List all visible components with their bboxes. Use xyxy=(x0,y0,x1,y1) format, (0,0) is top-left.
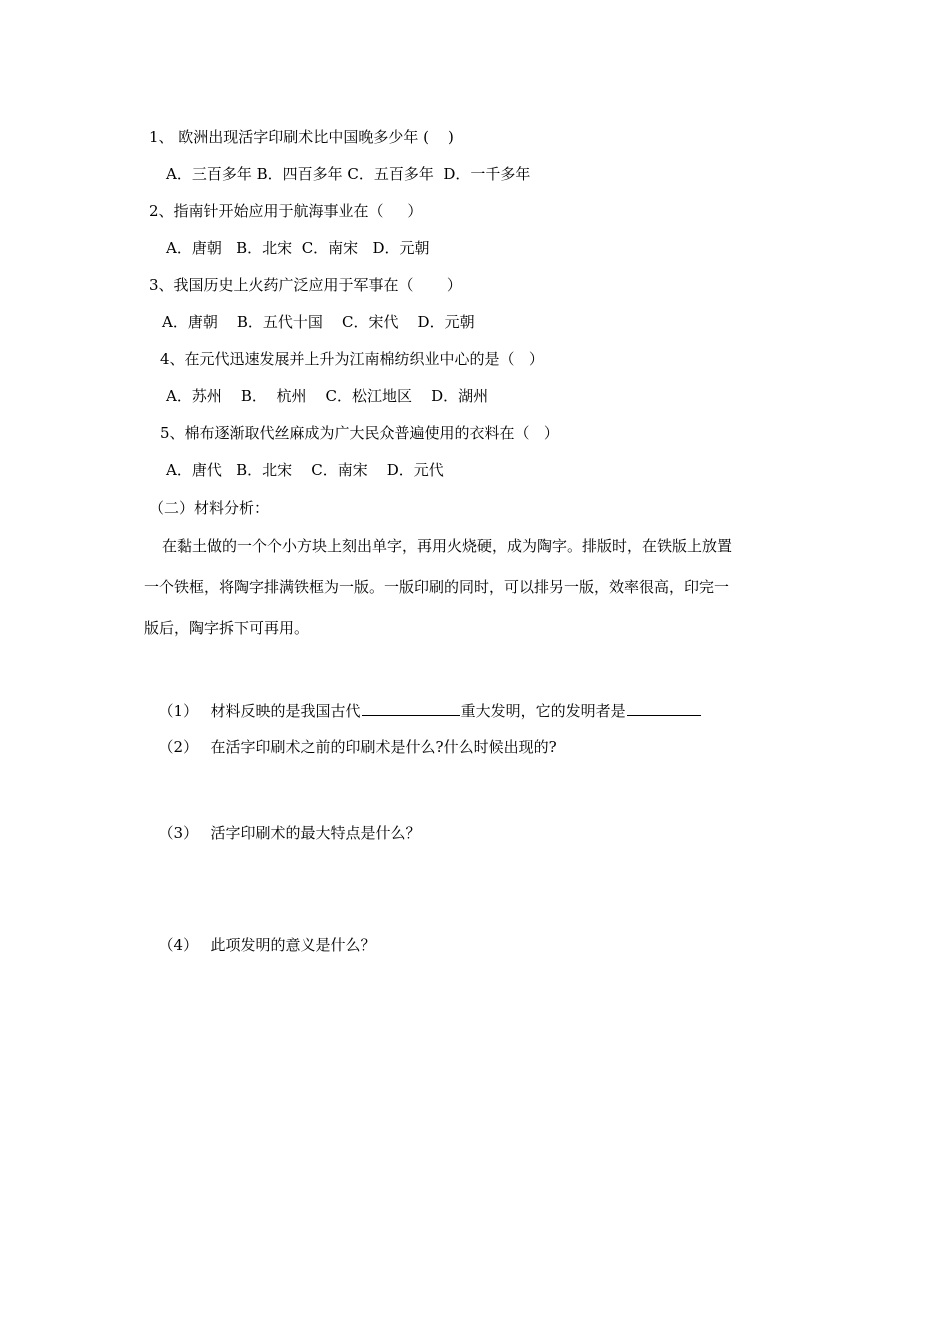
sub-question-2 xyxy=(149,717,557,757)
passage-line-2: 一个铁框，将陶字排满铁框为一版。一版印刷的同时，可以排另一版，效率很高，印完一 xyxy=(144,578,730,596)
sub-question-3-text: 活字印刷术的最大特点是什么？ xyxy=(210,824,421,842)
sub-question-1-number: （1） xyxy=(158,702,199,720)
question-5-options: A．唐代 B．北宋 C．南宋 D．元代 xyxy=(166,461,444,479)
passage-line-1: 在黏土做的一个个小方块上刻出单字，再用火烧硬，成为陶字。排版时，在铁版上放置 xyxy=(162,537,733,555)
answer-blank-invention[interactable] xyxy=(362,700,460,716)
question-1-options: A．三百多年 B．四百多年 C．五百多年 D．一千多年 xyxy=(166,165,531,183)
sub-question-3-number: （3） xyxy=(158,824,199,842)
question-4-options: A．苏州 B． 杭州 C．松江地区 D．湖州 xyxy=(166,387,489,405)
question-3: 3、我国历史上火药广泛应用于军事在（ ） xyxy=(149,276,462,294)
sub-question-3 xyxy=(149,803,421,843)
question-4: 4、在元代迅速发展并上升为江南棉纺织业中心的是（ ） xyxy=(160,350,544,368)
sub-question-1-text-b: 重大发明，它的发明者是 xyxy=(460,702,626,720)
passage-line-3: 版后，陶字拆下可再用。 xyxy=(144,619,310,637)
question-3-options: A．唐朝 B．五代十国 C．宋代 D．元朝 xyxy=(162,313,475,331)
sub-question-2-text: 在活字印刷术之前的印刷术是什么?什么时候出现的? xyxy=(210,738,557,756)
answer-blank-inventor[interactable] xyxy=(627,700,701,716)
section-title: （二）材料分析： xyxy=(149,499,270,517)
sub-question-4-number: （4） xyxy=(158,936,199,954)
question-5: 5、棉布逐渐取代丝麻成为广大民众普遍使用的衣料在（ ） xyxy=(160,424,559,442)
sub-question-4 xyxy=(149,915,376,955)
question-2: 2、指南针开始应用于航海事业在（ ） xyxy=(149,202,423,220)
question-1: 1、 欧洲出现活字印刷术比中国晚多少年 ( ) xyxy=(149,128,454,146)
sub-question-1-text-a: 材料反映的是我国古代 xyxy=(210,702,361,720)
question-2-options: A．唐朝 B．北宋 C．南宋 D．元朝 xyxy=(166,239,430,257)
sub-question-4-text: 此项发明的意义是什么？ xyxy=(210,936,376,954)
sub-question-2-number: （2） xyxy=(158,738,199,756)
sub-question-1 xyxy=(149,680,702,721)
